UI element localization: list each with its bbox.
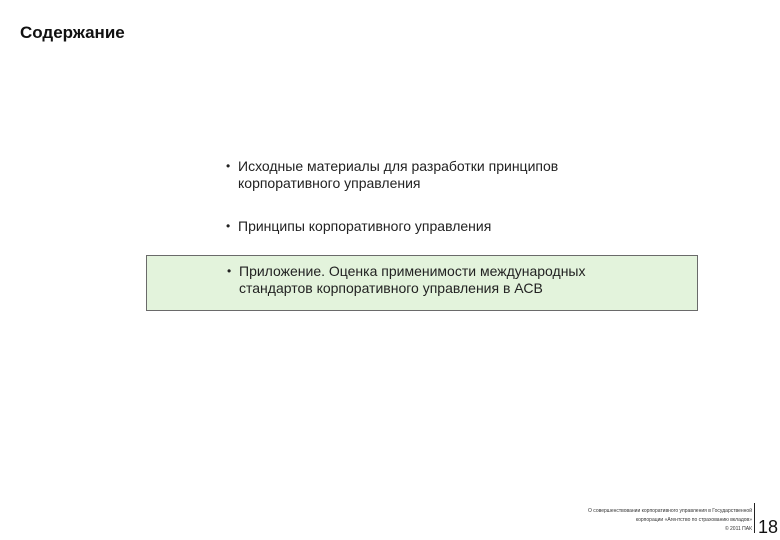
footer-caption	[512, 507, 752, 534]
agenda-item-label: Приложение. Оценка применимости международных стандартов корпоративного управления в АСВ	[239, 263, 586, 296]
page-title: Содержание	[20, 23, 125, 42]
agenda-item-principles	[146, 218, 698, 235]
agenda-item-label: Принципы корпоративного управления	[238, 218, 492, 234]
agenda-item-source-materials	[146, 158, 698, 192]
bullet-icon: •	[226, 159, 231, 173]
footer-line-2: корпорации «Агентство по страхованию вкладов»	[635, 517, 752, 523]
bullet-icon: •	[227, 264, 232, 278]
footer-divider	[754, 503, 755, 533]
agenda-item-label: Исходные материалы для разработки принципов корпоративного управления	[238, 158, 559, 191]
agenda-item-appendix-highlighted	[146, 255, 698, 311]
footer-line-3: © 2011 ПАК	[724, 526, 752, 532]
footer-line-1: О совершенствовании корпоративного управления в Государственной	[588, 508, 752, 514]
page-number: 18	[758, 517, 779, 537]
agenda-list	[146, 150, 698, 311]
bullet-icon: •	[226, 219, 231, 233]
